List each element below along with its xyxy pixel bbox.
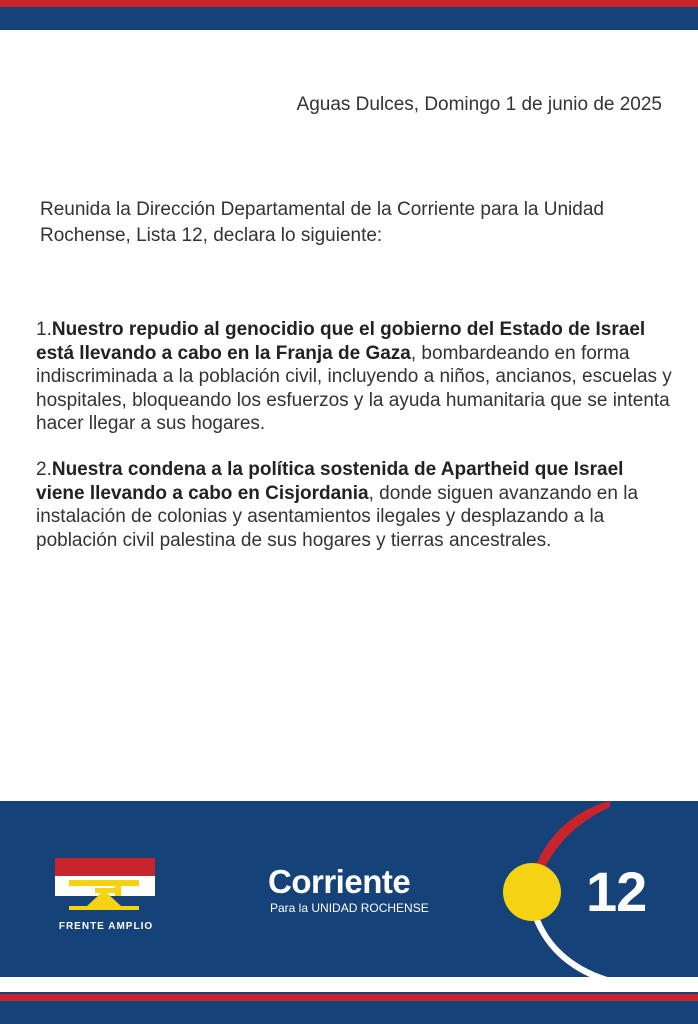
footer-banner (0, 801, 698, 1024)
intro-paragraph: Reunida la Dirección Departamental de la Corriente para la Unidad Rochense, Lista 12, declara lo siguiente: (40, 199, 604, 246)
corriente-subtitle: Para la UNIDAD ROCHENSE (270, 901, 429, 915)
point-bold-statement: Nuestra condena a la política sostenida de Apartheid que Israel viene llevando a cabo en Cisjordania (36, 459, 624, 504)
frente-amplio-logo (55, 858, 157, 932)
bottom-red-stripe (0, 994, 698, 1001)
declaration-point-1 (36, 318, 676, 436)
frente-amplio-label: FRENTE AMPLIO (58, 921, 154, 932)
point-number: 2. (36, 459, 52, 480)
point-bold-statement: Nuestro repudio al genocidio que el gobierno del Estado de Israel está llevando a cabo en la Franja de Gaza (36, 319, 646, 364)
top-band (0, 0, 698, 30)
declaration-point-2 (36, 458, 676, 552)
corriente-title: Corriente (268, 863, 411, 900)
list-number: 12 (586, 860, 647, 923)
bottom-white-stripe (0, 977, 698, 992)
top-red-stripe (0, 0, 698, 7)
frente-amplio-flag-icon (55, 858, 155, 914)
point-body: , donde siguen avanzando en la instalación de colonias y asentamientos ilegales y desplazando a la población civil palestina de sus hogares y tierras ancestrales. (36, 482, 639, 551)
dateline: Aguas Dulces, Domingo 1 de junio de 2025 (296, 94, 662, 115)
point-body: , bombardeando en forma indiscriminada a la población civil, incluyendo a niños, ancianos, escuelas y hospitales, bloqueando los esfuerzos y la ayuda humanitaria que se intenta hacer llegar a sus hogares. (36, 342, 672, 434)
point-number: 1. (36, 319, 52, 340)
